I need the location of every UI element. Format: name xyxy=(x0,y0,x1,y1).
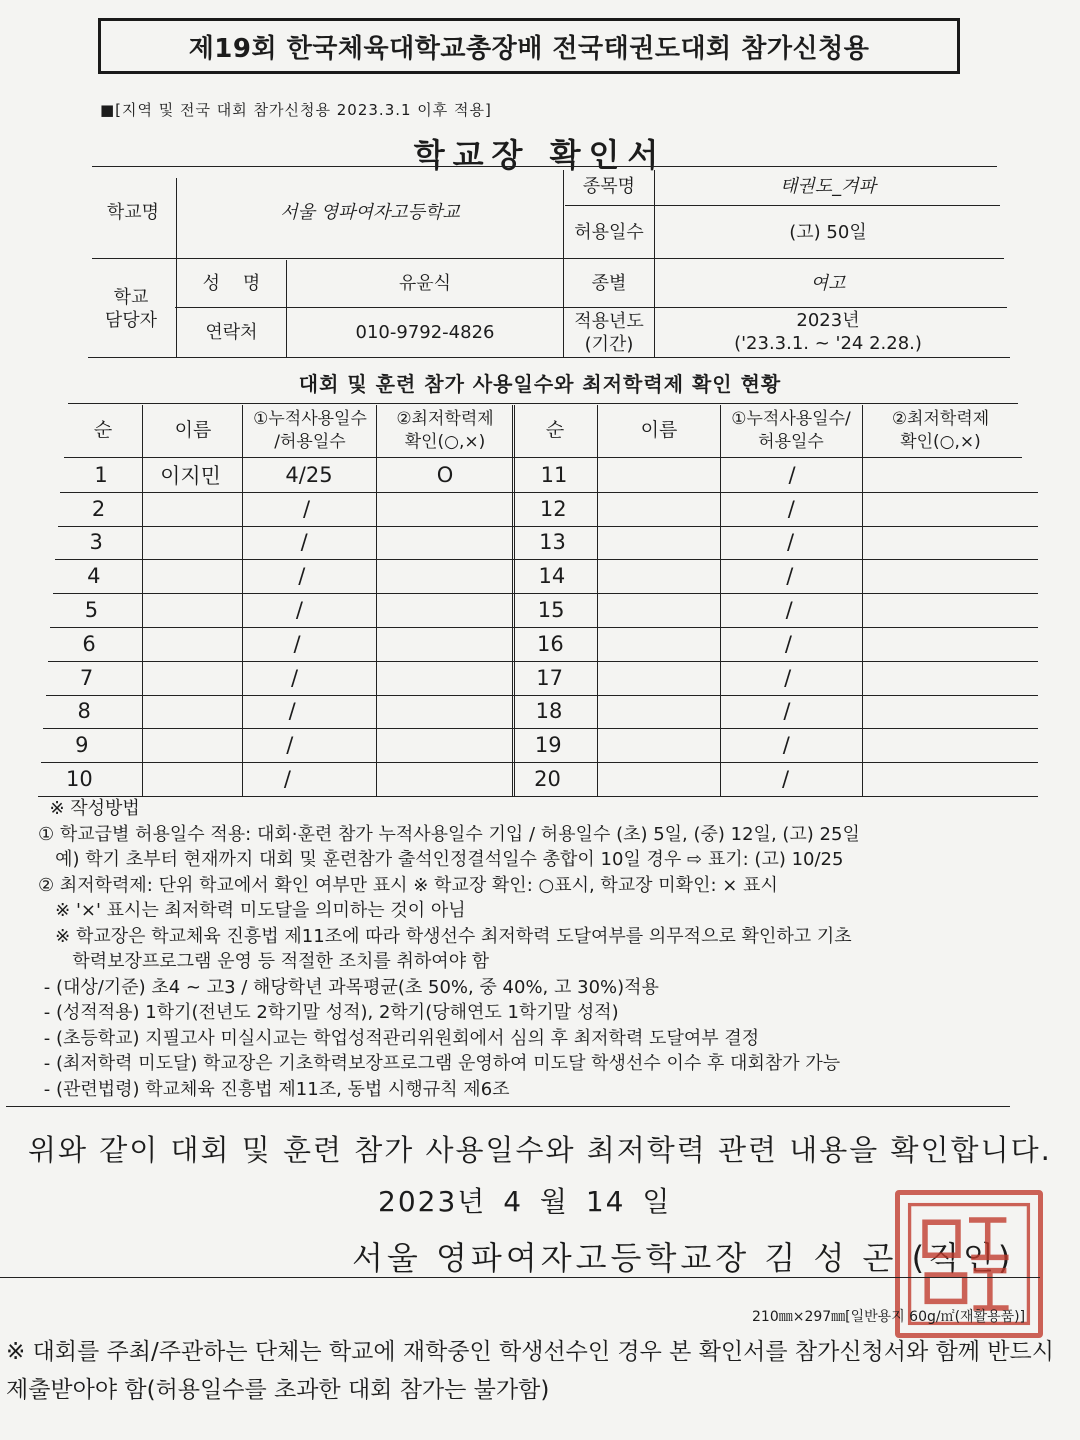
header-check: ②최저학력제 확인(○,×) xyxy=(396,409,494,452)
cell-name xyxy=(125,695,222,729)
event-value: 태권도_겨파 xyxy=(780,175,876,197)
header-no: 순 xyxy=(93,419,113,442)
cell-days2: / xyxy=(784,665,792,690)
principal-signature: 서울 영파여자고등학교장 김 성 곤 (직인) xyxy=(352,1239,1015,1277)
cell-no: 10 xyxy=(66,767,93,792)
school-name-value: 서울 영파여자고등학교 xyxy=(280,202,460,224)
cell-check2 xyxy=(864,458,1019,492)
cell-check2 xyxy=(860,661,1015,695)
cell-days2: / xyxy=(784,631,792,656)
cell-no: 5 xyxy=(84,598,99,623)
application-period-value: ('23.3.1. ~ '24 2.28.) xyxy=(734,333,922,354)
header-name: 이름 xyxy=(174,419,212,442)
table-col-rule xyxy=(242,405,243,796)
cell-name2 xyxy=(592,762,714,796)
cell-no2: 18 xyxy=(535,699,563,724)
cell-check2 xyxy=(859,695,1014,729)
info-rule xyxy=(565,205,1000,206)
cell-check2 xyxy=(863,526,1018,560)
manager-name-value: 유윤식 xyxy=(398,272,452,294)
cell-no2: 14 xyxy=(538,564,566,589)
cell-no2: 11 xyxy=(540,462,568,487)
cell-name2 xyxy=(597,492,719,526)
school-name-label: 학교명 xyxy=(106,202,160,224)
document-title-box xyxy=(98,18,960,74)
cell-name: 이지민 xyxy=(160,463,221,488)
cell-days: / xyxy=(295,598,303,623)
notes-bottom-rule xyxy=(6,1106,1010,1107)
paper-spec: 210㎜×297㎜[일반용지 60g/㎡(재활용품)] xyxy=(752,1309,1026,1325)
cell-days2: / xyxy=(781,767,790,792)
cell-no2: 15 xyxy=(537,598,565,623)
cell-days2: / xyxy=(783,699,791,724)
info-vrule xyxy=(286,260,287,357)
table-col-rule xyxy=(514,405,515,796)
instruction-line: ① 학교급별 허용일수 적용: 대회·훈련 참가 누적사용일수 기입 / 허용일수 (초) 5일, (중) 12일, (고) 25일 xyxy=(38,823,860,845)
header-days-right: ①누적사용일수/ 허용일수 xyxy=(731,409,851,452)
cell-name2 xyxy=(597,526,719,560)
cell-days2: / xyxy=(788,462,796,487)
cell-days2: / xyxy=(786,564,794,589)
cell-check xyxy=(361,695,495,729)
status-top-rule xyxy=(68,403,1018,404)
manager-label: 학교 담당자 xyxy=(104,286,158,331)
cell-name xyxy=(135,559,232,593)
header-no-right: 순 xyxy=(545,419,565,442)
cell-name xyxy=(130,627,227,661)
cell-check xyxy=(376,492,510,526)
instruction-line: - (초등학교) 지필고사 미실시교는 학업성적관리위원회에서 심의 후 최저학력 도달여부 결정 xyxy=(38,1027,760,1049)
cell-name2 xyxy=(598,458,720,492)
cell-days2: / xyxy=(782,733,790,758)
signature-rule xyxy=(0,1277,1040,1278)
contact-label: 연락처 xyxy=(205,322,258,344)
allowed-days-label: 허용일수 xyxy=(574,221,644,243)
submission-notice: ※ 대회를 주최/주관하는 단체는 학교에 재학중인 학생선수인 경우 본 확인서를 참가신청서와 함께 반드시 제출받아야 함(허용일수를 초과한 대회 참가는 불가함) xyxy=(6,1339,1054,1403)
cell-no: 7 xyxy=(79,665,94,690)
table-col-rule xyxy=(142,405,143,796)
application-year-label: 적용년도 (기간) xyxy=(574,310,644,355)
cell-days: / xyxy=(286,733,294,758)
cell-check xyxy=(368,593,502,627)
manager-name-label: 성 명 xyxy=(202,272,261,294)
cell-days: / xyxy=(298,564,306,589)
instruction-line: - (최저학력 미도달) 학교장은 기초학력보장프로그램 운영하여 미도달 학생선수 이수 후 대회참가 가능 xyxy=(38,1053,841,1074)
cell-name xyxy=(132,593,229,627)
cell-check2 xyxy=(858,762,1013,796)
cell-name xyxy=(140,492,237,526)
table-col-rule xyxy=(720,405,721,796)
header-check-right: ②최저학력제 확인(○,×) xyxy=(891,409,990,452)
cell-days: / xyxy=(288,699,296,724)
event-label: 종목명 xyxy=(582,175,636,197)
applicability-note: ■[지역 및 전국 대회 참가신청용 2023.3.1 이후 적용] xyxy=(100,101,492,119)
cell-check xyxy=(366,627,500,661)
cell-days: / xyxy=(291,665,299,690)
cell-no: 8 xyxy=(77,699,91,724)
info-top-rule xyxy=(92,166,997,167)
cell-check2 xyxy=(858,728,1013,762)
confirmation-statement: 위와 같이 대회 및 훈련 참가 사용일수와 최저학력 관련 내용을 확인합니다. xyxy=(28,1133,1052,1167)
cell-name2 xyxy=(596,559,718,593)
cell-no2: 13 xyxy=(539,530,566,555)
info-rule xyxy=(88,357,1010,358)
info-vrule xyxy=(654,170,655,358)
instruction-line: 예) 학기 초부터 현재까지 대회 및 훈련참가 출석인정결석일수 총합이 10일 경우 ⇨ 표기: (고) 10/25 xyxy=(38,849,844,870)
cell-check2 xyxy=(861,593,1016,627)
cell-no: 9 xyxy=(75,733,89,758)
cell-no: 4 xyxy=(87,564,101,589)
instruction-line: - (대상/기준) 초4 ~ 고3 / 해당학년 과목평균(초 50%, 중 40%, 고 30%)적용 xyxy=(38,976,659,998)
cell-check2 xyxy=(863,492,1018,526)
cell-days2: / xyxy=(785,598,793,623)
cell-days2: / xyxy=(787,496,795,521)
info-rule xyxy=(92,258,1004,259)
cell-name xyxy=(137,526,234,560)
info-vrule xyxy=(563,170,564,358)
cell-no2: 17 xyxy=(536,665,564,690)
contact-value: 010-9792-4826 xyxy=(355,322,495,344)
instruction-line: ※ 학교장은 학교체육 진흥법 제11조에 따라 학생선수 최저학력 도달여부를 의무적으로 확인하고 기초 xyxy=(38,925,852,947)
instruction-line: ※ 작성방법 xyxy=(38,798,140,819)
cell-name xyxy=(123,728,220,762)
confirmation-date: 2023년 4 월 14 일 xyxy=(378,1185,672,1218)
cell-no: 6 xyxy=(82,631,96,656)
header-days: ①누적사용일수 /허용일수 xyxy=(253,409,367,452)
cell-days: / xyxy=(283,767,291,792)
writing-instructions xyxy=(38,796,1058,1102)
cell-days2: / xyxy=(787,530,795,555)
info-vrule xyxy=(176,178,177,358)
competition-title: 제19회 한국체육대학교총장배 전국태권도대회 참가신청용 xyxy=(188,33,870,64)
certificate-title: 학교장 확인서 xyxy=(413,136,667,174)
cell-check2 xyxy=(860,627,1015,661)
table-col-rule xyxy=(597,405,598,796)
cell-no: 3 xyxy=(89,530,103,555)
table-col-rule xyxy=(376,405,377,796)
allowed-days-value: (고) 50일 xyxy=(789,221,867,243)
cell-check xyxy=(371,559,505,593)
instruction-line: ※ '×' 표시는 최저학력 미도달을 의미하는 것이 아님 xyxy=(38,900,466,921)
cell-name xyxy=(120,762,217,796)
table-col-rule xyxy=(862,405,863,796)
instruction-line: 학력보장프로그램 운영 등 적절한 조치를 취하여야 함 xyxy=(38,951,490,972)
instruction-line: ② 최저학력제: 단위 학교에서 확인 여부만 표시 ※ 학교장 확인: ○표시, 학교장 미확인: × 표시 xyxy=(38,874,778,896)
status-table-heading: 대회 및 훈련 참가 사용일수와 최저학력제 확인 현황 xyxy=(298,372,782,396)
table-col-rule xyxy=(512,405,513,796)
cell-no2: 12 xyxy=(539,496,567,521)
cell-no2: 20 xyxy=(534,767,561,792)
cell-name2 xyxy=(594,627,716,661)
instruction-line: - (성적적용) 1학기(전년도 2학기말 성적), 2학기(당해연도 1학기말 성적) xyxy=(38,1002,619,1023)
cell-days: / xyxy=(293,631,301,656)
header-name-right: 이름 xyxy=(640,419,678,442)
cell-days: 4/25 xyxy=(285,462,333,487)
cell-days: / xyxy=(303,496,311,521)
cell-check2 xyxy=(862,559,1017,593)
cell-days: / xyxy=(300,530,308,555)
cell-no: 2 xyxy=(91,496,106,521)
cell-name2 xyxy=(592,728,714,762)
cell-check xyxy=(373,526,507,560)
cell-name2 xyxy=(595,593,717,627)
instruction-line: - (관련법령) 학교체육 진흥법 제11조, 동법 시행규칙 제6조 xyxy=(38,1078,510,1100)
application-year-cell xyxy=(656,307,1000,357)
cell-check xyxy=(364,661,498,695)
category-value: 여고 xyxy=(810,272,846,294)
application-year-value: 2023년 xyxy=(796,309,860,331)
cell-name2 xyxy=(593,695,715,729)
cell-no2: 16 xyxy=(537,631,564,656)
category-label: 종별 xyxy=(591,272,627,294)
cell-check: O xyxy=(436,462,454,487)
cell-check xyxy=(359,728,493,762)
cell-name2 xyxy=(594,661,716,695)
cell-no2: 19 xyxy=(534,733,562,758)
cell-no: 1 xyxy=(94,462,108,487)
